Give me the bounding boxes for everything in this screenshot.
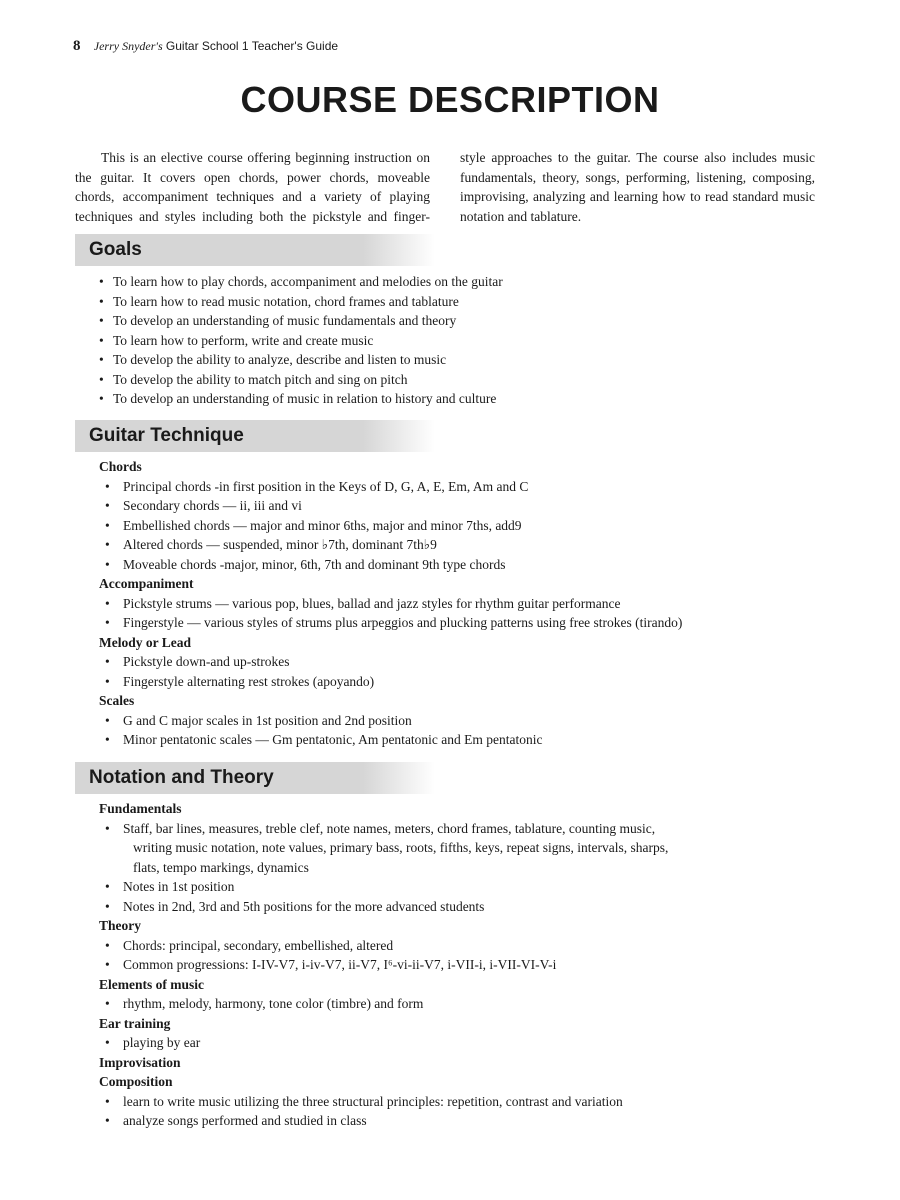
list-item: • Principal chords -in first position in the Keys of D, G, A, E, Em, Am and C (99, 477, 839, 497)
goals-list-block (99, 272, 839, 409)
list-item: • Minor pentatonic scales — Gm pentatonic, Am pentatonic and Em pentatonic (99, 730, 839, 750)
accompaniment-subheading: Accompaniment (99, 576, 194, 591)
theory-list (99, 936, 839, 975)
improvisation-subheading: Improvisation (99, 1054, 181, 1070)
list-item: • playing by ear (99, 1033, 839, 1053)
technique-section-header (75, 420, 435, 452)
notation-section-header (75, 762, 435, 794)
chords-subheading: Chords (99, 459, 142, 474)
list-item (99, 819, 839, 878)
list-item: • Notes in 2nd, 3rd and 5th positions for the more advanced students (99, 897, 839, 917)
ear-training-subheading: Ear training (99, 1015, 171, 1031)
list-item-line: writing music notation, note values, primary bass, roots, fifths, keys, repeat signs, intervals, sharps, (133, 840, 669, 855)
list-item: • analyze songs performed and studied in class (99, 1111, 839, 1131)
goal-item: • To develop an understanding of music in relation to history and culture (99, 389, 839, 409)
composition-subheading: Composition (99, 1074, 173, 1089)
author-name: Jerry Snyder's (93, 39, 163, 53)
melody-subheading: Melody or Lead (99, 634, 191, 650)
list-item: • Fingerstyle alternating rest strokes (apoyando) (99, 672, 839, 692)
goals-section-header (75, 234, 435, 266)
chords-list (99, 477, 839, 575)
elements-subheading: Elements of music (99, 976, 204, 992)
list-item-line: Staff, bar lines, measures, treble clef, note names, meters, chord frames, tablature, counting music, (123, 820, 656, 836)
goal-item: • To learn how to read music notation, chord frames and tablature (99, 292, 839, 312)
intro-paragraph (75, 148, 815, 227)
goal-item: • To develop the ability to analyze, describe and listen to music (99, 350, 839, 370)
list-item: • Secondary chords — ii, iii and vi (99, 496, 839, 516)
list-item: • Notes in 1st position (99, 877, 839, 897)
technique-block (99, 457, 839, 750)
goals-list (99, 272, 839, 409)
accompaniment-list (99, 594, 839, 633)
goal-item: • To develop an understanding of music fundamentals and theory (99, 311, 839, 331)
fundamentals-subheading: Fundamentals (99, 801, 182, 816)
book-title: Guitar School 1 Teacher's Guide (165, 39, 339, 53)
list-item-line: flats, tempo markings, dynamics (133, 859, 309, 875)
list-item: • Moveable chords -major, minor, 6th, 7th and dominant 9th type chords (99, 555, 839, 575)
goal-item: • To learn how to play chords, accompaniment and melodies on the guitar (99, 272, 839, 292)
list-item: • G and C major scales in 1st position and 2nd position (99, 711, 839, 731)
list-item: • Chords: principal, secondary, embellished, altered (99, 936, 839, 956)
theory-subheading: Theory (99, 918, 141, 933)
elements-list (99, 994, 839, 1014)
goals-heading: Goals (89, 239, 142, 260)
list-item: • learn to write music utilizing the three structural principles: repetition, contrast and variation (99, 1092, 839, 1112)
goal-item: • To develop the ability to match pitch and sing on pitch (99, 370, 839, 390)
page-number: 8 (73, 38, 81, 54)
composition-list (99, 1092, 839, 1131)
list-item: • Altered chords — suspended, minor ♭7th, dominant 7th♭9 (99, 535, 839, 555)
scales-subheading: Scales (99, 693, 135, 708)
list-item: • Embellished chords — major and minor 6ths, major and minor 7ths, add9 (99, 516, 839, 536)
scales-list (99, 711, 839, 750)
list-item: • Pickstyle strums — various pop, blues, ballad and jazz styles for rhythm guitar performance (99, 594, 839, 614)
notation-heading: Notation and Theory (89, 767, 274, 788)
list-item: • Pickstyle down-and up-strokes (99, 652, 839, 672)
technique-heading: Guitar Technique (89, 425, 244, 446)
notation-block (99, 799, 839, 1131)
goal-item: • To learn how to perform, write and create music (99, 331, 839, 351)
intro-text: This is an elective course offering beginning instruction on the guitar. It covers open chords, power chords, moveable chords, accompaniment techniques and a variety of playing techniques and styles including both the pickstyle and finger-style approaches to the guitar. The course also includes music fundamentals, theory, songs, performing, listening, composing, improvising, analyzing and learning how to read standard music notation and tablature. (75, 150, 815, 225)
running-header (73, 38, 338, 54)
melody-list (99, 652, 839, 691)
list-item: • Common progressions: I-IV-V7, i-iv-V7, ii-V7, I⁶-vi-ii-V7, i-VII-i, i-VII-VI-V-i (99, 955, 839, 975)
page-title: COURSE DESCRIPTION (240, 79, 660, 120)
ear-training-list (99, 1033, 839, 1053)
list-item: • rhythm, melody, harmony, tone color (timbre) and form (99, 994, 839, 1014)
list-item: • Fingerstyle — various styles of strums plus arpeggios and plucking patterns using free strokes (tirando) (99, 613, 839, 633)
fundamentals-list (99, 819, 839, 917)
